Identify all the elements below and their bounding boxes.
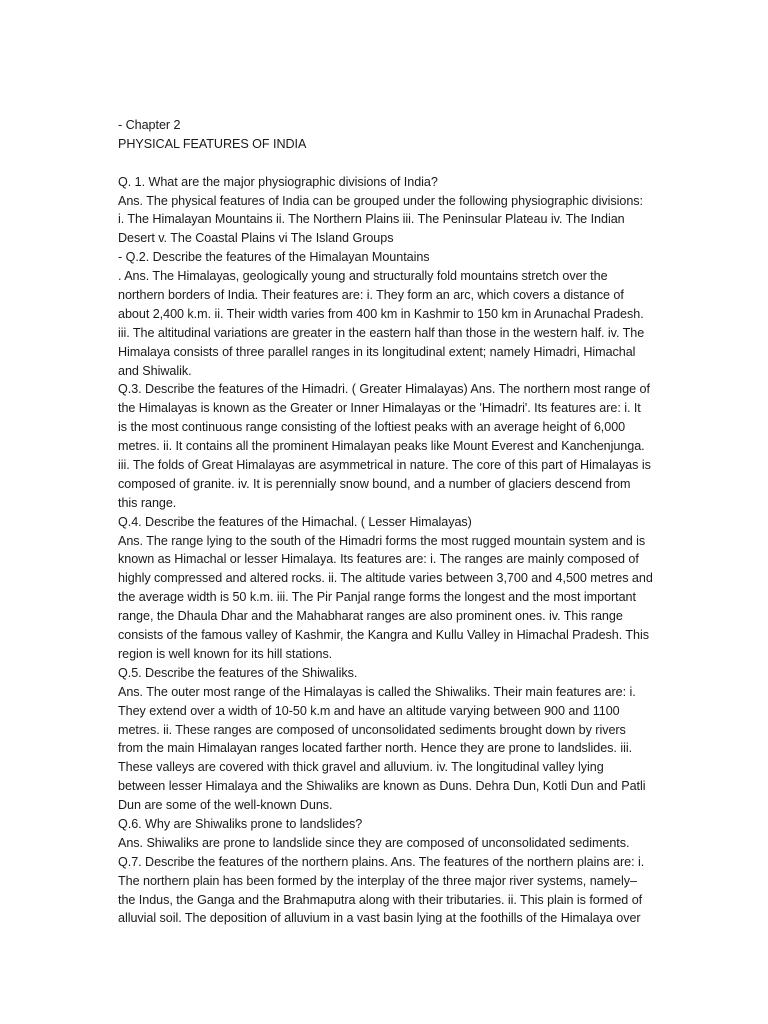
text-line: highly compressed and altered rocks. ii. The altitude varies between 3,700 and 4,500 metres and [118,571,653,586]
text-line: is the most continuous range consisting of the loftiest peaks with an average height of 6,000 [118,420,626,435]
blank-line [118,154,678,173]
text-line: range, the Dhaula Dhar and the Mahabharat ranges are also prominent ones. iv. This range [118,609,623,624]
text-line: between lesser Himalaya and the Shiwaliks are known as Duns. Dehra Dun, Kotli Dun and Patli [118,779,646,794]
text-line: Q.5. Describe the features of the Shiwaliks. [118,665,358,680]
text-line: the Indus, the Ganga and the Brahmaputra along with their tributaries. ii. This plain is formed of [118,892,643,907]
document-body [118,173,678,929]
text-line: . Ans. The Himalayas, geologically young and structurally fold mountains stretch over the [118,269,608,284]
text-line: - Q.2. Describe the features of the Himalayan Mountains [118,250,430,265]
text-line: this range. [118,495,177,510]
page-title: PHYSICAL FEATURES OF INDIA [118,136,307,151]
text-line: They extend over a width of 10-50 k.m and have an altitude varying between 900 and 1100 [118,703,620,718]
text-line: Ans. The range lying to the south of the Himadri forms the most rugged mountain system and is [118,533,646,548]
text-line: These valleys are covered with thick gravel and alluvium. iv. The longitudinal valley lying [118,760,604,775]
text-line: known as Himachal or lesser Himalaya. Its features are: i. The ranges are mainly composed of [118,552,639,567]
text-line: about 2,400 k.m. ii. Their width varies from 400 km in Kashmir to 150 km in Arunachal Pradesh. [118,306,644,321]
text-line: Q.6. Why are Shiwaliks prone to landslides? [118,816,363,831]
text-line: composed of granite. iv. It is perennially snow bound, and a number of glaciers descend from [118,476,631,491]
text-line: Q.4. Describe the features of the Himachal. ( Lesser Himalayas) [118,514,472,529]
text-line: Ans. The physical features of India can be grouped under the following physiographic divisions: [118,193,643,208]
text-line: iii. The altitudinal variations are greater in the eastern half than those in the western half. iv. The [118,325,645,340]
text-line: i. The Himalayan Mountains ii. The Northern Plains iii. The Peninsular Plateau iv. The Indian [118,212,625,227]
document-page [118,116,678,928]
text-line: iii. The folds of Great Himalayas are asymmetrical in nature. The core of this part of Himalayas is [118,458,651,473]
text-line: Himalaya consists of three parallel ranges in its longitudinal extent; namely Himadri, Himachal [118,344,636,359]
text-line: the average width is 50 k.m. iii. The Pir Panjal range forms the longest and the most important [118,590,636,605]
text-line: metres. ii. It contains all the prominent Himalayan peaks like Mount Everest and Kanchenjunga. [118,439,645,454]
text-line: and Shiwalik. [118,363,192,378]
text-line: Dun are some of the well-known Duns. [118,798,333,813]
text-line: northern borders of India. Their features are: i. They form an arc, which covers a distance of [118,288,624,303]
chapter-label: - Chapter 2 [118,118,181,132]
text-line: Q.7. Describe the features of the northern plains. Ans. The features of the northern plains are: i. [118,854,645,869]
text-line: Ans. The outer most range of the Himalayas is called the Shiwaliks. Their main features are: i. [118,684,636,699]
text-line: Desert v. The Coastal Plains vi The Island Groups [118,231,394,246]
text-line: The northern plain has been formed by the interplay of the three major river systems, namely– [118,873,637,888]
text-line: alluvial soil. The deposition of alluvium in a vast basin lying at the foothills of the Himalaya over [118,911,641,926]
text-line: Ans. Shiwaliks are prone to landslide since they are composed of unconsolidated sediments. [118,835,630,850]
text-line: the Himalayas is known as the Greater or Inner Himalayas or the 'Himadri'. Its features are: i. It [118,401,641,416]
text-line: Q.3. Describe the features of the Himadri. ( Greater Himalayas) Ans. The northern most range of [118,382,650,397]
text-line: metres. ii. These ranges are composed of unconsolidated sediments brought down by rivers [118,722,626,737]
text-line: Q. 1. What are the major physiographic divisions of India? [118,174,438,189]
text-line: consists of the famous valley of Kashmir, the Kangra and Kullu Valley in Himachal Pradesh. This [118,628,649,643]
text-line: region is well known for its hill stations. [118,646,333,661]
text-line: from the main Himalayan ranges located farther north. Hence they are prone to landslides. iii. [118,741,633,756]
